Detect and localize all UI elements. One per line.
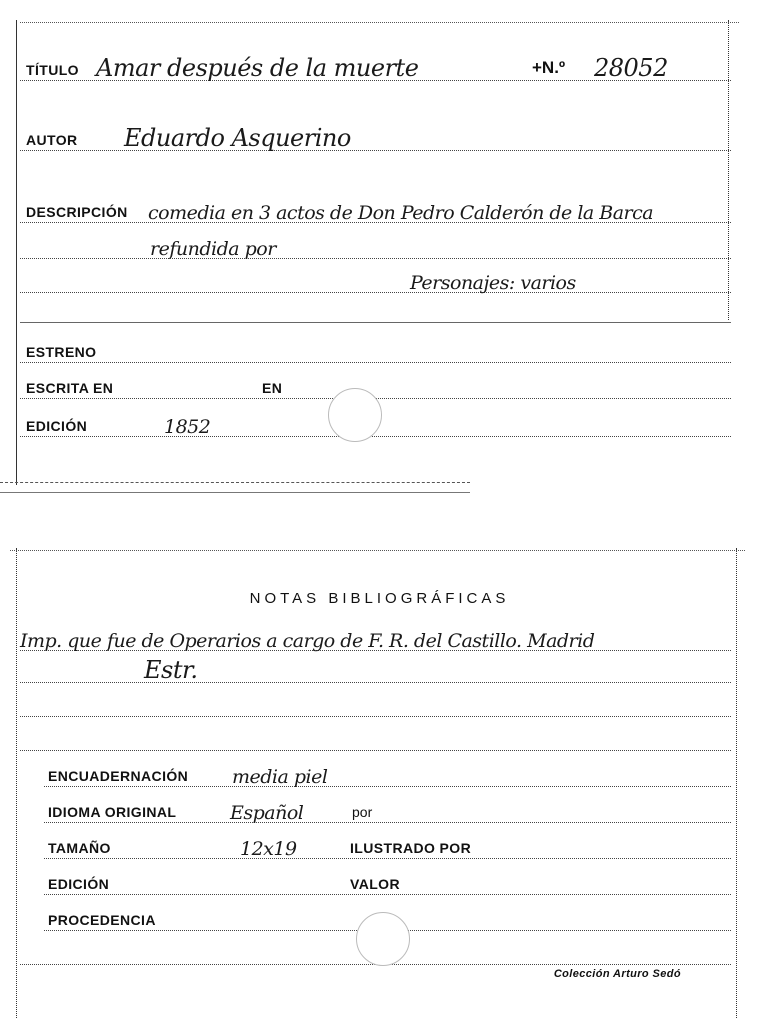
top-border	[20, 22, 739, 23]
en-label: EN	[262, 380, 283, 396]
punch-hole	[328, 388, 382, 442]
ilustrado-label: ILUSTRADO POR	[350, 840, 472, 856]
notes-row-2	[20, 650, 731, 683]
descripcion-row-3	[20, 258, 731, 293]
valor-label: VALOR	[350, 876, 400, 892]
autor-value: Eduardo Asquerino	[124, 124, 351, 152]
left-edge-line	[16, 20, 17, 485]
bottom-top-border	[10, 550, 745, 551]
idioma-label: IDIOMA ORIGINAL	[48, 804, 177, 820]
encuadernacion-label: ENCUADERNACIÓN	[48, 768, 189, 784]
escrita-en-row	[20, 372, 731, 399]
edicion-label-bottom: EDICIÓN	[48, 876, 110, 892]
collection-credit: Colección Arturo Sedó	[553, 968, 681, 980]
idioma-row	[44, 792, 731, 823]
estreno-label: ESTRENO	[26, 344, 97, 360]
bottom-left-edge	[16, 548, 17, 1018]
encuadernacion-value: media piel	[232, 766, 328, 788]
titulo-row	[20, 50, 731, 81]
top-card-bottom-edge	[0, 482, 470, 483]
descripcion-row-2	[20, 222, 731, 259]
titulo-value: Amar después de la muerte	[96, 54, 419, 82]
notes-row-3	[20, 682, 731, 717]
tamano-label: TAMAÑO	[48, 840, 111, 856]
procedencia-label: PROCEDENCIA	[48, 912, 156, 928]
section-title: NOTAS BIBLIOGRÁFICAS	[249, 590, 510, 607]
catalog-card-top	[0, 0, 759, 500]
tamano-row	[44, 828, 731, 859]
descripcion-value-line3: Personajes: varios	[410, 272, 576, 294]
punch-hole-bottom	[356, 912, 410, 966]
edicion-label: EDICIÓN	[26, 418, 88, 434]
bottom-right-edge	[736, 548, 737, 1018]
notes-line-1: Imp. que fue de Operarios a cargo de F. R. del Castillo. Madrid	[20, 630, 595, 652]
idioma-value: Español	[230, 802, 304, 824]
descripcion-label: DESCRIPCIÓN	[26, 204, 128, 220]
autor-row	[20, 118, 731, 151]
notes-line-2: Estr.	[144, 656, 198, 684]
escrita-en-label: ESCRITA EN	[26, 380, 114, 396]
tamano-value: 12x19	[240, 838, 297, 860]
autor-label: AUTOR	[26, 132, 78, 148]
edicion-value: 1852	[164, 416, 211, 438]
descripcion-value-line2: refundida por	[150, 238, 276, 260]
catalog-card-bottom	[0, 540, 759, 1028]
notes-row-4	[20, 716, 731, 751]
estreno-row	[20, 338, 731, 363]
number-label: +N.º	[532, 58, 566, 77]
number-value: 28052	[594, 54, 668, 82]
por-label: por	[352, 804, 373, 820]
top-card-bottom-edge-2	[0, 492, 470, 493]
descripcion-row	[20, 188, 731, 223]
descripcion-value: comedia en 3 actos de Don Pedro Calderón de la Barca	[148, 202, 654, 224]
edicion-row-bottom	[44, 864, 731, 895]
encuadernacion-row	[44, 756, 731, 787]
titulo-label: TÍTULO	[26, 62, 79, 78]
descripcion-row-4	[20, 292, 731, 323]
notes-row-1	[20, 614, 731, 651]
